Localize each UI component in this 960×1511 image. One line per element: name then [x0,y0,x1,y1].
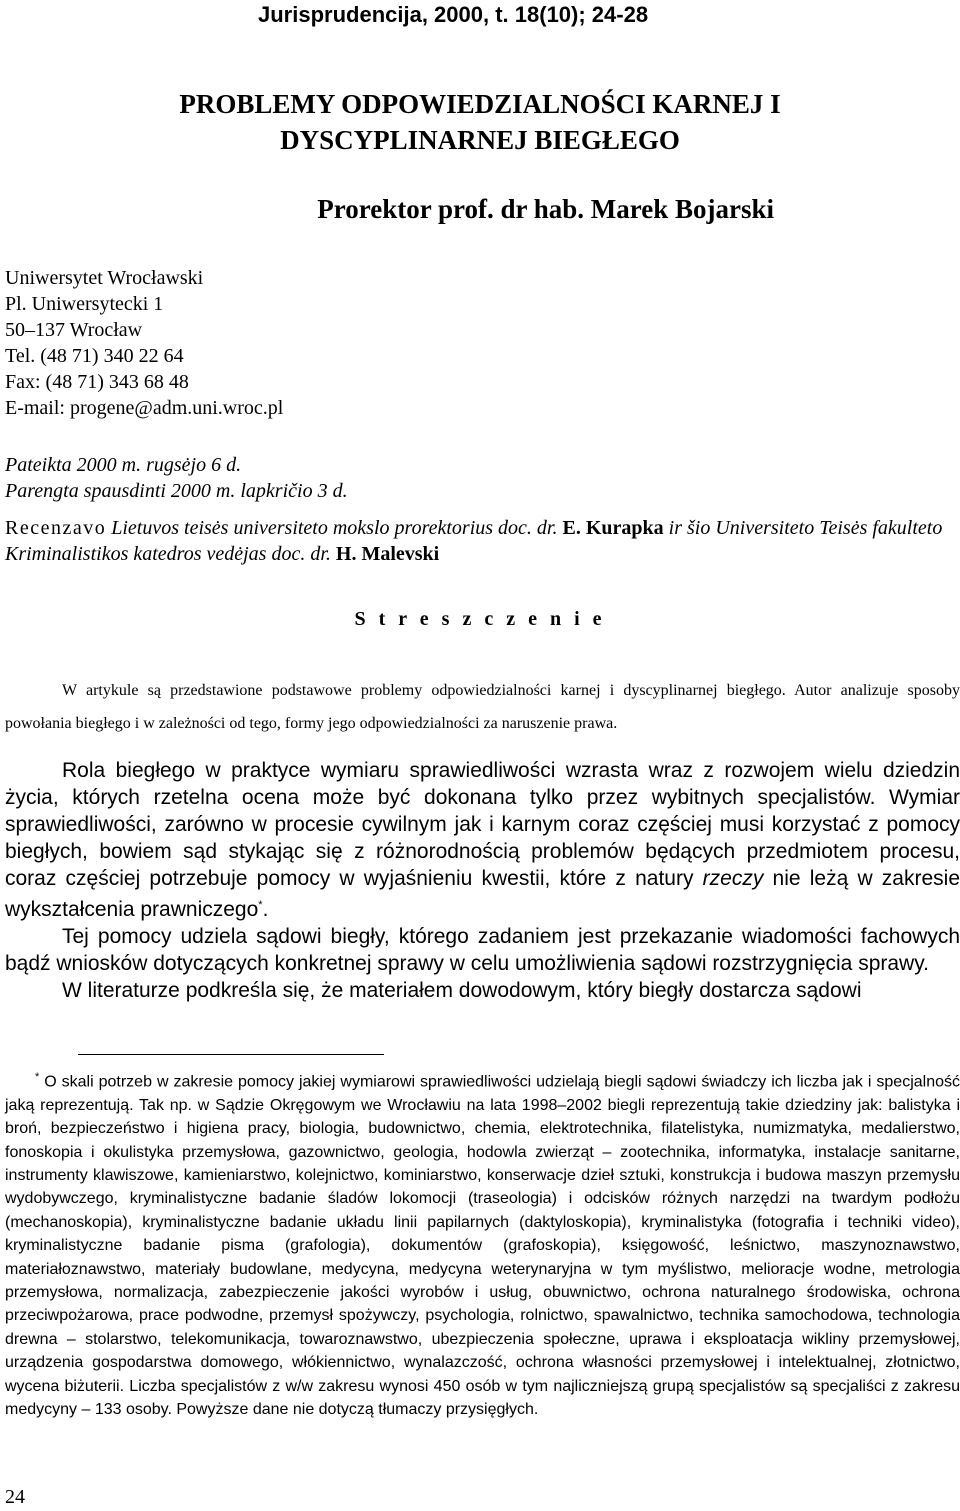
page-number: 24 [5,1486,25,1508]
abstract-heading: S t r e s z c z e n i e [354,608,606,630]
reviewer-name: H. Malevski [335,543,440,565]
italic-word: rzeczy [702,867,764,890]
footnote-reference: * [258,899,263,911]
body-paragraph: Tej pomocy udziela sądowi biegły, którego zadaniem jest przekazanie wiadomości fachowych bądź wniosków dotyczących konkretnej sprawy w celu umożliwienia sądowi rozstrzygnięcia sprawy. [5,925,960,975]
body-paragraph: Rola biegłego w praktyce wymiaru sprawiedliwości wzrasta wraz z rozwojem wielu dziedzin życia, których rzetelna ocena może być dokonana tylko przez wybitnych specjalistów. Wymiar sprawiedliwości, zarówno w procesie cywilnym jak i karnym coraz częściej musi korzystać z pomocy biegłych, bowiem sąd stykając się z różnorodnością problemów będących przedmiotem procesu, coraz częściej potrzebuje pomocy w wyjaśnieniu kwestii, które z natury rzeczy nie leżą w zakresie wykształcenia prawniczego*. [5,759,960,921]
author-line: Prorektor prof. dr hab. Marek Bojarski [317,194,774,224]
footnote [5,1066,960,1421]
reviewers [5,515,960,567]
address-line: 50–137 Wrocław [5,319,143,341]
footnote-divider [78,1054,384,1055]
address-line: Pl. Uniwersytecki 1 [5,293,164,315]
journal-header: Jurisprudencija, 2000, t. 18(10); 24-28 [258,2,649,27]
title-line-2: DYSCYPLINARNEJ BIEGŁEGO [280,125,680,155]
address-line: E-mail: progene@adm.uni.wroc.pl [5,397,284,419]
review-text: ir šio Universiteto Teisės fakulteto Kriminalistikos katedros vedėjas doc. dr. [5,517,943,565]
author-address [5,265,283,421]
body-paragraph: W literaturze podkreśla się, że materiałem dowodowym, który biegły dostarcza sądowi [62,979,862,1002]
submission-dates [5,452,348,504]
address-line: Fax: (48 71) 343 68 48 [5,371,189,393]
accepted-date: Parengta spausdinti 2000 m. lapkričio 3 d. [5,480,348,502]
article-title [0,86,960,158]
reviewer-name: E. Kurapka [562,517,664,539]
title-line-1: PROBLEMY ODPOWIEDZIALNOŚCI KARNEJ I [179,89,781,119]
review-text: Lietuvos teisės universiteto mokslo prorektorius doc. dr. [106,517,563,539]
footnote-marker: * [35,1071,40,1083]
footnote-text: O skali potrzeb w zakresie pomocy jakiej wymiarowi sprawiedliwości udzielają biegli sądowi świadczy ich liczba jak i specjalność jaką reprezentują. Tak np. w Sądzie Okręgowym we Wrocławiu na lata 1998–2002 biegli reprezentują takie dziedziny jak: balistyka i broń, bezpieczeństwo i higiena pracy, biologia, budownictwo, chemia, elektrotechnika, filatelistyka, numizmatyka, medalierstwo, fonoskopia i okulistyka przemysłowa, gazownictwo, geologia, hodowla zwierząt – zootechnika, informatyka, instalacje sanitarne, instrumenty klawiszowe, kamieniarstwo, kolejnictwo, kominiarstwo, konserwacje dzieł sztuki, konstrukcja i budowa maszyn przemysłu wydobywczego, kryminalistyczne badanie śladów lokomocji (traseologia) i odcisków różnych narzędzi na twardym podłożu (mechanoskopia), kryminalistyczne badanie układu linii papilarnych (daktyloskopia), kryminalistyka (fotografia i techniki video), kryminalistyczne badanie pisma (grafologia), dokumentów (grafoskopia), księgowość, leśnictwo, maszynoznawstwo, materiałoznawstwo, materiały budowlane, medycyna, medycyna weterynaryjna w tym myślistwo, melioracje wodne, metrologia przemysłowa, normalizacja, zabezpieczenie jakości wyrobów i usług, obuwnictwo, ochrona naturalnego środowiska, ochrona przeciwpożarowa, prace podwodne, przemysł spożywczy, psychologia, rolnictwo, spawalnictwo, technika samochodowa, technologia drewna – stolarstwo, telekomunikacja, towaroznawstwo, ubezpieczenia społeczne, uprawa i eksploatacja wikliny przemysłowej, urządzenia gospodarstwa domowego, włókiennictwo, wynalazczość, ochrona własności przemysłowej i intelektualnej, złotnictwo, wycena biżuterii. Liczba specjalistów z w/w zakresu wynosi 450 osób w tym najliczniejszą grupą specjalistów są specjaliści z zakresu medycyny – 133 osoby. Powyższe dane nie dotyczą tłumaczy przysięgłych. [5,1073,960,1419]
address-line: Uniwersytet Wrocławski [5,267,204,289]
submitted-date: Pateikta 2000 m. rugsėjo 6 d. [5,454,242,476]
address-line: Tel. (48 71) 340 22 64 [5,345,184,367]
abstract-text: W artykule są przedstawione podstawowe problemy odpowiedzialności karnej i dyscyplinarnej biegłego. Autor analizuje sposoby powołania biegłego i w zależności od tego, formy jego odpowiedzialności za naruszenie prawa. [5,682,960,732]
review-label: Recenzavo [5,517,107,539]
body-text [5,757,960,1004]
